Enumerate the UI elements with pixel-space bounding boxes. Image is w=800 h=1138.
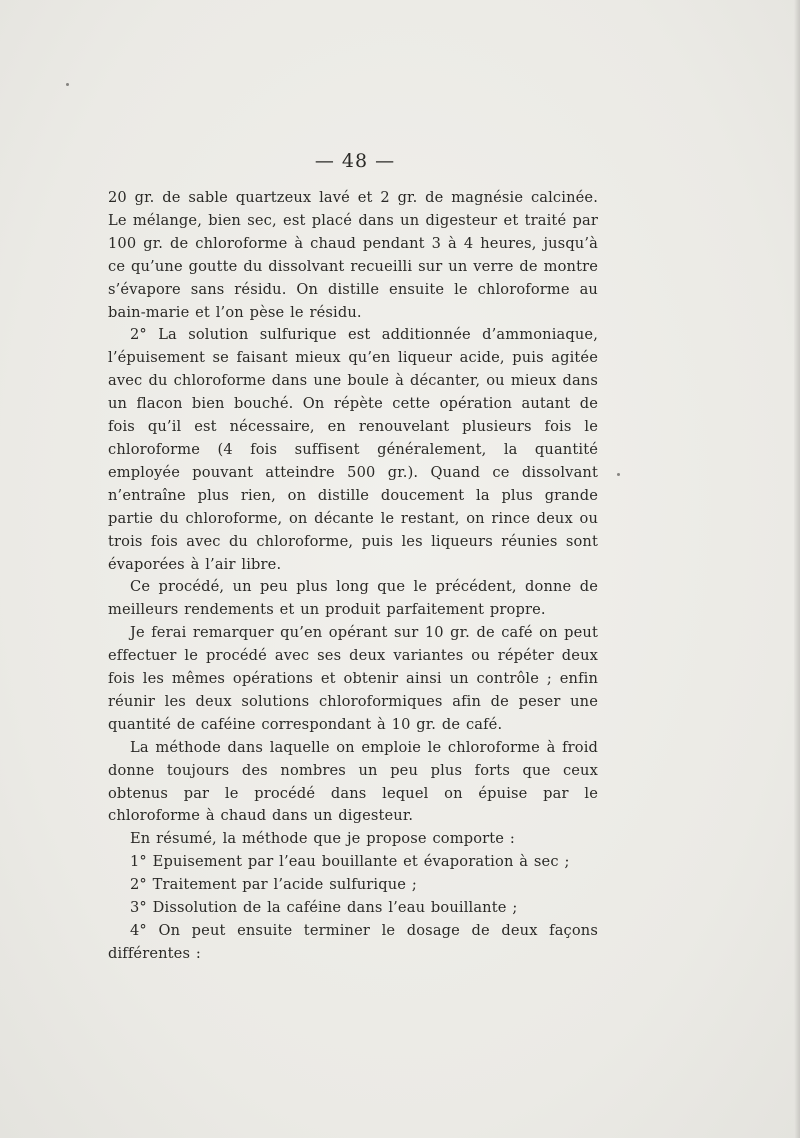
paragraph-continuation: 20 gr. de sable quartzeux lavé et 2 gr. de magnésie calcinée. Le mélange, bien sec, est placé dans un digesteur et traité par 100 gr. de chloroforme à chaud pendant 3 à 4 heures, jusqu’à ce qu’une goutte du dissolvant recueilli sur un verre de montre s’évapore sans résidu. On distille ensuite le chloroforme au bain-marie et l’on pèse le résidu. bbox=[108, 189, 598, 321]
list-item: 2° Traitement par l’acide sulfurique ; bbox=[130, 876, 417, 894]
paper-speck bbox=[66, 83, 69, 86]
paragraph-procedure-yield: Ce procédé, un peu plus long que le précédent, donne de meilleurs rendements et un produit parfaitement propre. bbox=[108, 578, 598, 619]
paragraph-remark: Je ferai remarquer qu’en opérant sur 10 gr. de café on peut effectuer le procédé avec ses deux variantes ou répéter deux fois les mêmes opérations et obtenir ainsi un contrôle ; enfin réunir les deux solutions chloroformiques afin de peser une quantité de caféine correspondant à 10 gr. de café. bbox=[108, 624, 598, 733]
list-item: 3° Dissolution de la caféine dans l’eau bouillante ; bbox=[130, 899, 518, 917]
page-edge-shadow bbox=[794, 0, 800, 1138]
paper-speck bbox=[617, 473, 620, 476]
paragraph-cold-method: La méthode dans laquelle on emploie le chloroforme à froid donne toujours des nombres un peu plus forts que ceux obtenus par le procédé dans lequel on épuise par le chloroforme à chaud dans un digesteur. bbox=[108, 738, 598, 825]
list-item: 1° Epuisement par l’eau bouillante et évaporation à sec ; bbox=[130, 853, 570, 871]
paragraph-summary: En résumé, la méthode que je propose comporte : bbox=[130, 830, 515, 848]
page-number: — 48 — bbox=[314, 150, 396, 172]
list-item: 4° On peut ensuite terminer le dosage de deux façons différentes : bbox=[108, 922, 598, 962]
paragraph-sulfuric-solution: 2° La solution sulfurique est additionnée d’ammoniaque, l’épuisement se faisant mieux qu’en liqueur acide, puis agitée avec du chloroforme dans une boule à décanter, ou mieux dans un flacon bien bouché. On répète cette opération autant de fois qu’il est nécessaire, en renouvelant plusieurs fois le chloroforme (4 fois suffisent généralement, la quantité employée pouvant atteindre 500 gr.). Quand ce dissolvant n’entraîne plus rien, on distille doucement la plus grande partie du chloroforme, on décante le restant, on rince deux ou trois fois avec du chloroforme, puis les liqueurs réunies sont évaporées à l’air libre. bbox=[108, 326, 598, 573]
body-text bbox=[108, 187, 598, 966]
